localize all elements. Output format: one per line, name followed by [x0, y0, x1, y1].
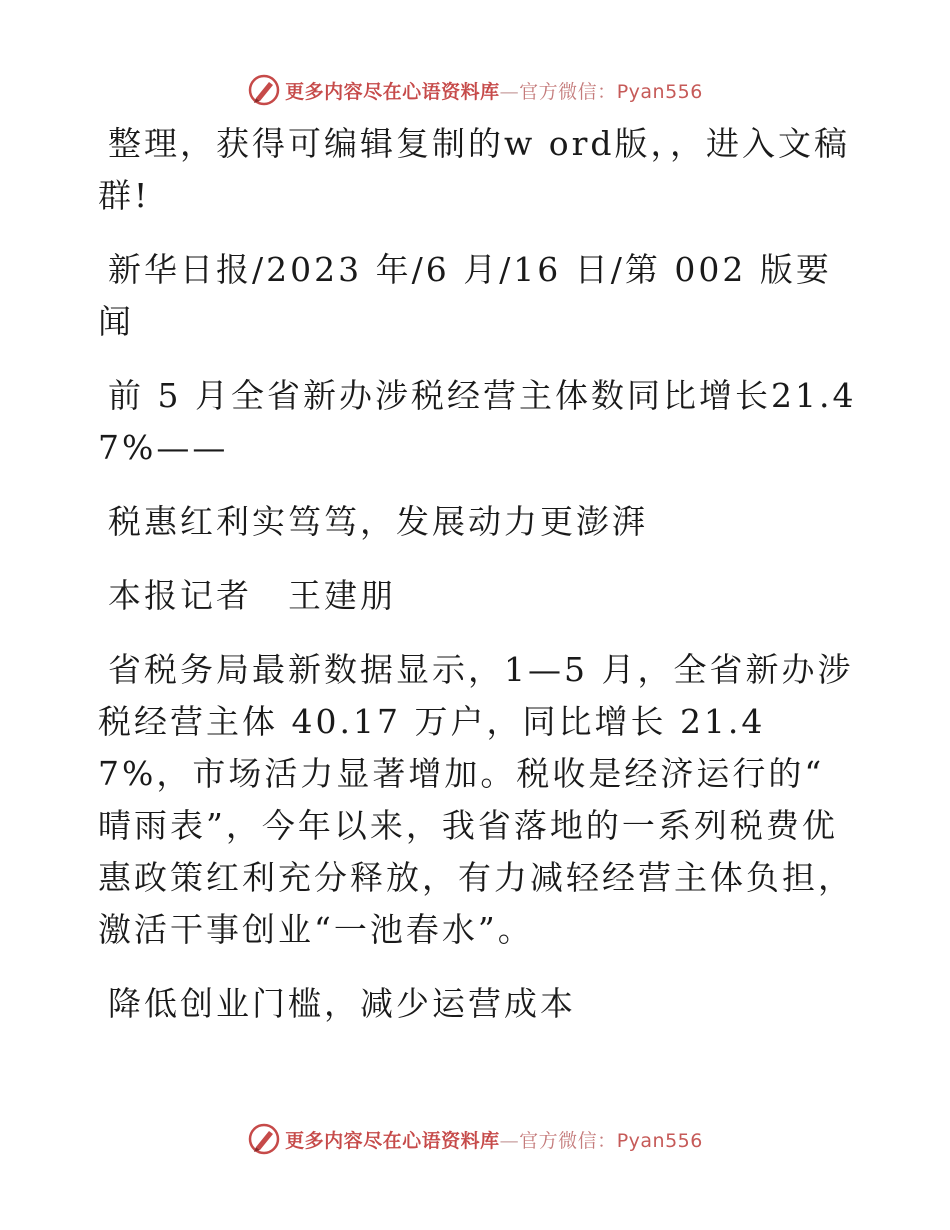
watermark-wechat-id: Pyan556 — [616, 1129, 703, 1152]
watermark-wechat-label: 官方微信： — [519, 1129, 617, 1152]
section-heading: 降低创业门槛，减少运营成本 — [108, 984, 576, 1023]
intro-note: 整理，获得可编辑复制的w ord版，，进入文稿群! — [98, 124, 851, 215]
watermark-dash: — — [499, 80, 520, 103]
watermark-dash: — — [499, 1129, 520, 1152]
watermark-text — [285, 77, 703, 104]
pen-logo-icon — [247, 1122, 281, 1156]
watermark-main: 更多内容尽在心语资料库 — [285, 1129, 500, 1152]
headline-main: 税惠红利实笃笃，发展动力更澎湃 — [108, 502, 648, 541]
byline: 本报记者 王建朋 — [108, 576, 396, 615]
source-line: 新华日报/2023 年/6 月/16 日/第 002 版要闻 — [98, 250, 832, 341]
watermark-wechat-label: 官方微信： — [519, 80, 617, 103]
footer-watermark — [0, 1119, 950, 1159]
watermark-wechat-id: Pyan556 — [616, 80, 703, 103]
watermark-main: 更多内容尽在心语资料库 — [285, 80, 500, 103]
watermark-text — [285, 1126, 703, 1153]
pen-logo-icon — [247, 73, 281, 107]
body-paragraph: 省税务局最新数据显示，1—5 月，全省新办涉税经营主体 40.17 万户，同比增长 21.47%，市场活力显著增加。税收是经济运行的“ 晴雨表”，今年以来，我省落地的一系列税费优惠政策红利充分释放，有力减轻经营主体负担，激活干事创业“一池春水”。 — [98, 650, 854, 949]
headline-lead: 前 5 月全省新办涉税经营主体数同比增长21.47%—— — [98, 376, 857, 467]
header-watermark — [0, 70, 950, 110]
document-body — [98, 118, 858, 1052]
